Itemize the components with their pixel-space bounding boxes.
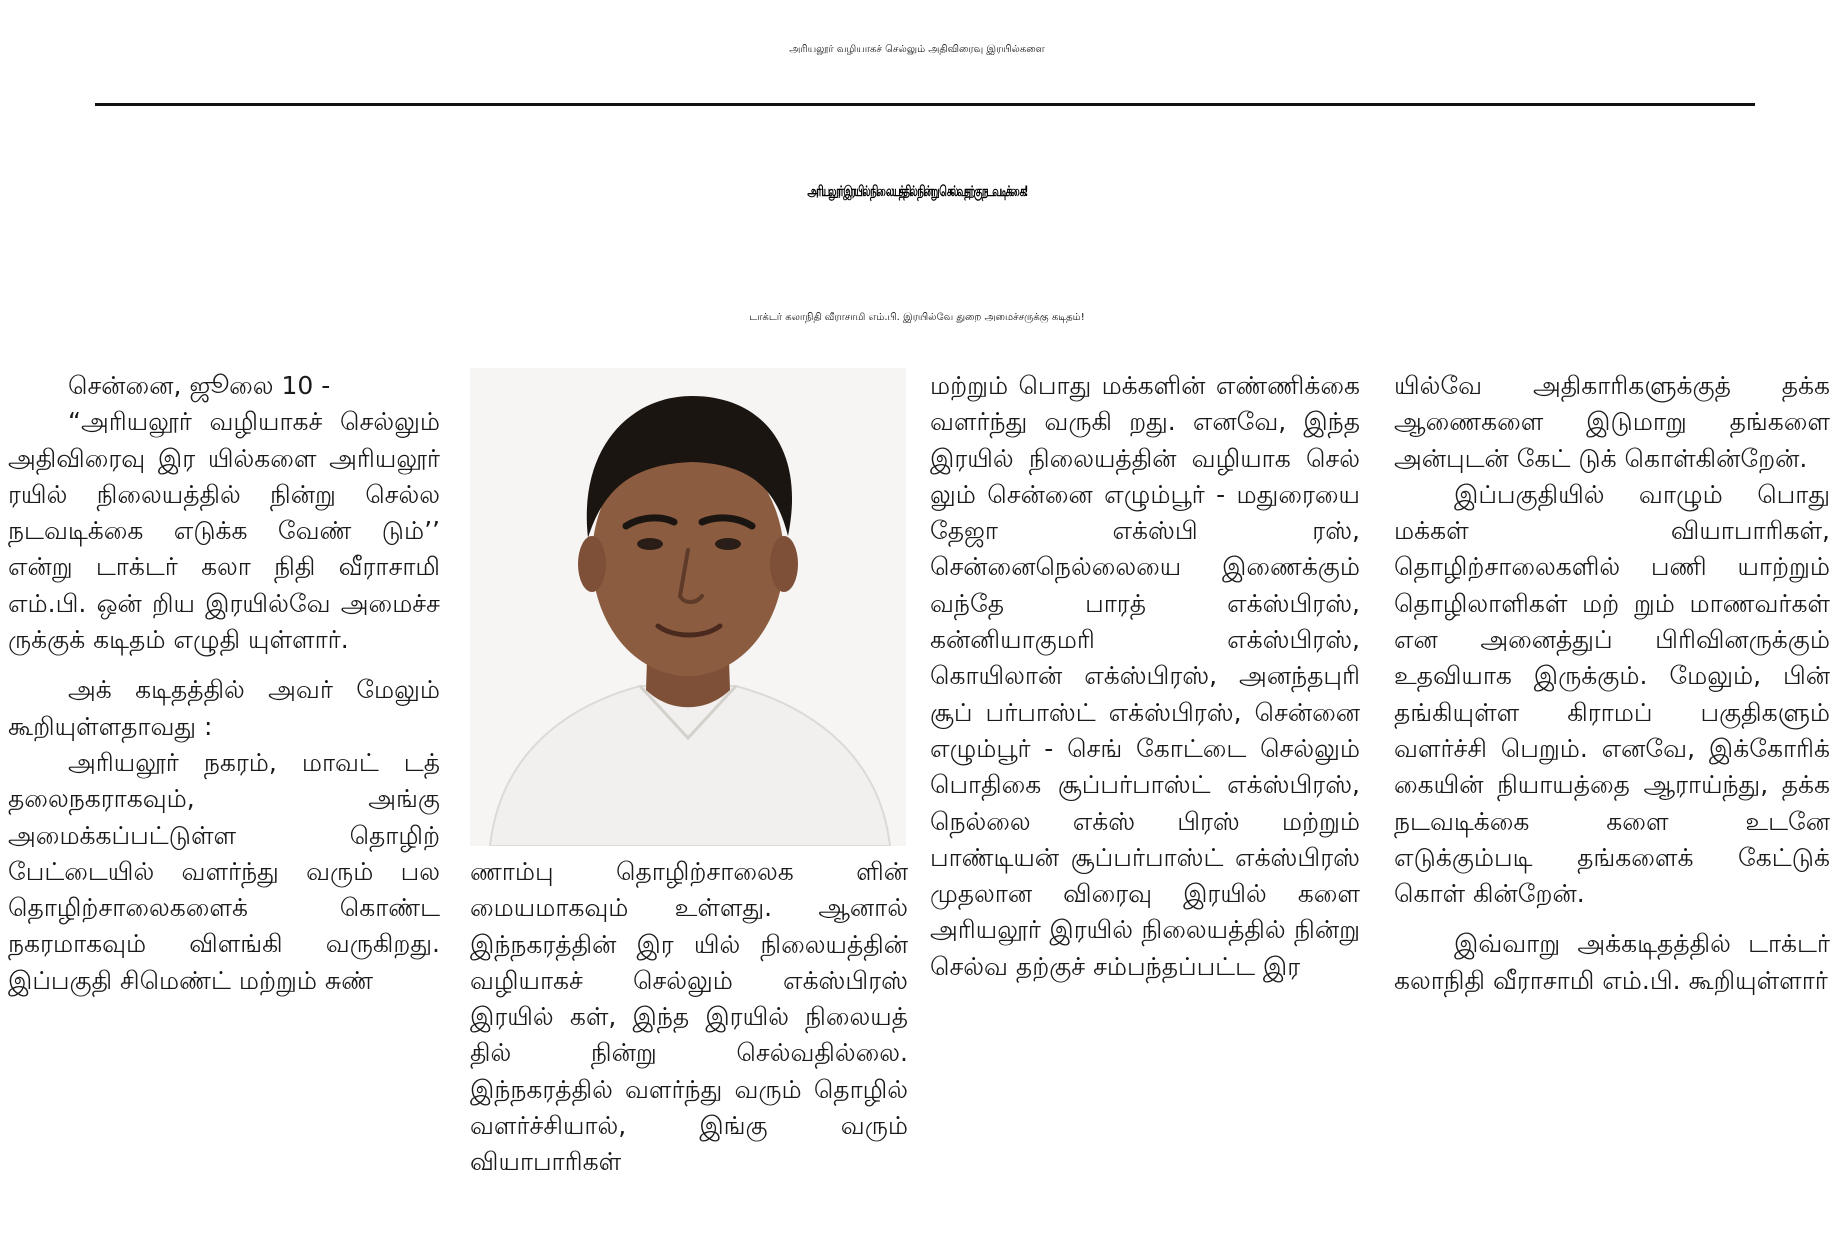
portrait-photo <box>470 368 906 846</box>
paragraph: இவ்வாறு அக்கடிதத்தில் டாக்டர் கலாநிதி வீராசாமி எம்.பி. கூறியுள்ளார் <box>1394 929 1830 995</box>
article-column-4 <box>1394 368 1830 1248</box>
paragraph: “அரியலூர் வழியாகச் செல்லும் அதிவிரைவு இர யில்களை அரியலூர் ரயில் நிலையத்தில் நின்று செல்ல நடவடிக்கை எடுக்க வேண் டும்’’ என்று டாக்டர் கலா நிதி வீராசாமி எம்.பி. ஒன் றிய இரயில்வே அமைச்ச ருக்குக் கடிதம் எழுதி யுள்ளார். <box>8 407 440 655</box>
kicker-headline: அரியலூர் வழியாகச் செல்லும் அதிவிரைவு இரயில்களை <box>789 44 1045 55</box>
paragraph: அரியலூர் நகரம், மாவட் டத் தலைநகராகவும், அங்கு அமைக்கப்பட்டுள்ள தொழிற் பேட்டையில் வளர்ந்து வரும் பல தொழிற்சாலைகளைக் கொண்ட நகரமாகவும் விளங்கி வருகிறது. இப்பகுதி சிமெண்ட் மற்றும் சுண் <box>8 747 440 995</box>
dateline: சென்னை, ஜூலை 10 - <box>68 371 331 400</box>
sub-headline: டாக்டர் கலாநிதி வீராசாமி எம்.பி. இரயில்வே துறை அமைச்சருக்கு கடிதம்! <box>749 312 1085 323</box>
article-column-1 <box>8 368 440 1248</box>
paragraph: மற்றும் பொது மக்களின் எண்ணிக்கை வளர்ந்து வருகி றது. எனவே, இந்த இரயில் நிலையத்தின் வழியாக செல் லும் சென்னை எழும்பூர் - மதுரையை தேஜா எக்ஸ்பி ரஸ், சென்னைநெல்லையை இணைக்கும் வந்தே பாரத் எக்ஸ்பிரஸ், கன்னியாகுமரி எக்ஸ்பிரஸ், கொயிலான் எக்ஸ்பிரஸ், அனந்தபுரி சூப் பர்பாஸ்ட் எக்ஸ்பிரஸ், சென்னை எழும்பூர் - செங் கோட்டை செல்லும் பொதிகை சூப்பர்பாஸ்ட் எக்ஸ்பிரஸ், நெல்லை எக்ஸ் பிரஸ் மற்றும் பாண்டியன் சூப்பர்பாஸ்ட் எக்ஸ்பிரஸ் முதலான விரைவு இரயில் களை அரியலூர் இரயில் நிலையத்தில் நின்று செல்வ தற்குச் சம்பந்தப்பட்ட இர <box>930 371 1360 981</box>
portrait-illustration <box>470 368 906 846</box>
main-headline: அரியலூர் இரயில் நிலையத்தில் நின்று செல்வதற்கு நடவடிக்கை! <box>807 184 1027 201</box>
article-column-2 <box>470 854 908 1248</box>
paragraph: அக் கடிதத்தில் அவர் மேலும் கூறியுள்ளதாவது : <box>8 675 440 741</box>
paragraph: யில்வே அதிகாரிகளுக்குத் தக்க ஆணைகளை இடுமாறு தங்களை அன்புடன் கேட் டுக் கொள்கின்றேன். <box>1394 371 1830 473</box>
paragraph: ணாம்பு தொழிற்சாலைக ளின் மையமாகவும் உள்ளது. ஆனால் இந்நகரத்தின் இர யில் நிலையத்தின் வழியாகச் செல்லும் எக்ஸ்பிரஸ் இரயில் கள், இந்த இரயில் நிலையத் தில் நின்று செல்வதில்லை. இந்நகரத்தில் வளர்ந்து வரும் தொழில் வளர்ச்சியால், இங்கு வரும் வியாபாரிகள் <box>470 857 908 1177</box>
article-column-3 <box>930 368 1360 1248</box>
paragraph: இப்பகுதியில் வாழும் பொது மக்கள் வியாபாரிகள், தொழிற்சாலைகளில் பணி யாற்றும் தொழிலாளிகள் மற் றும் மாணவர்கள் என அனைத்துப் பிரிவினருக்கும் உதவியாக இருக்கும். மேலும், பின் தங்கியுள்ள கிராமப் பகுதிகளும் வளர்ச்சி பெறும். எனவே, இக்கோரிக் கையின் நியாயத்தை ஆராய்ந்து, தக்க நடவடிக்கை களை உடனே எடுக்கும்படி தங்களைக் கேட்டுக் கொள் கின்றேன். <box>1394 479 1830 909</box>
